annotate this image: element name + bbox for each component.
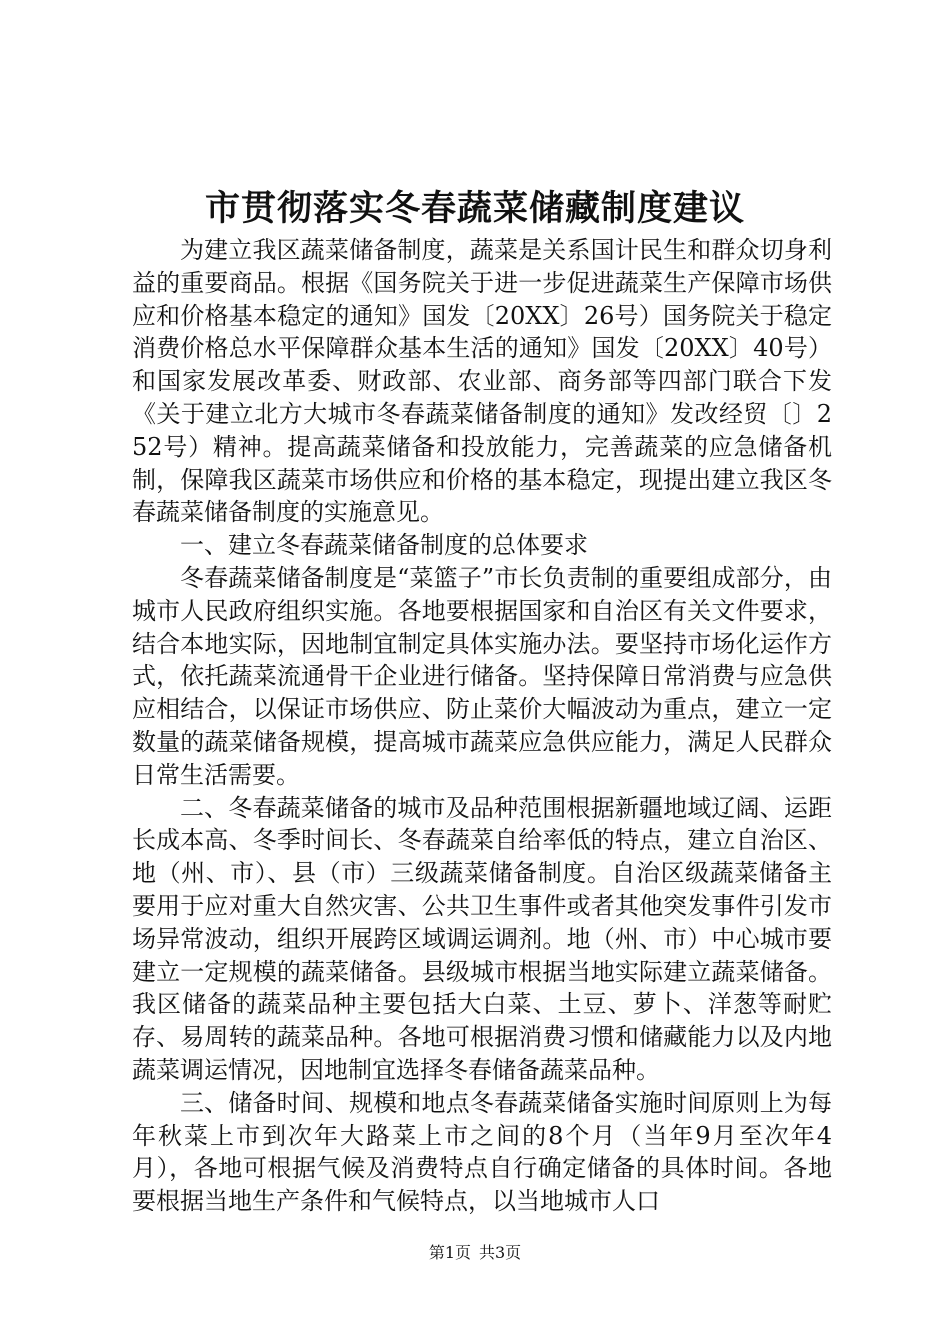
page-footer bbox=[0, 1242, 950, 1264]
document-body bbox=[132, 234, 832, 1218]
paragraph-section-3: 三、储备时间、规模和地点冬春蔬菜储备实施时间原则上为每年秋菜上市到次年大路菜上市之间的8个月（当年9月至次年4月），各地可根据气候及消费特点自行确定储备的具体时间。各地要根据当地生产条件和气候特点，以当地城市人口 bbox=[132, 1088, 832, 1216]
document-title: 市贯彻落实冬春蔬菜储藏制度建议 bbox=[204, 189, 745, 229]
page-total: 共3页 bbox=[479, 1243, 522, 1262]
page-number: 第1页 bbox=[428, 1243, 471, 1262]
section-heading-1: 一、建立冬春蔬菜储备制度的总体要求 bbox=[180, 531, 588, 560]
paragraph-intro: 为建立我区蔬菜储备制度，蔬菜是关系国计民生和群众切身利益的重要商品。根据《国务院关于进一步促进蔬菜生产保障市场供应和价格基本稳定的通知》国发〔20XX〕26号）国务院关于稳定消费价格总水平保障群众基本生活的通知》国发〔20XX〕40号）和国家发展改革委、财政部、农业部、商务部等四部门联合下发《关于建立北方大城市冬春蔬菜储备制度的通知》发改经贸〔〕252号）精神。提高蔬菜储备和投放能力，完善蔬菜的应急储备机制，保障我区蔬菜市场供应和价格的基本稳定，现提出建立我区冬春蔬菜储备制度的实施意见。 bbox=[132, 236, 832, 527]
paragraph-section-1: 冬春蔬菜储备制度是“菜篮子”市长负责制的重要组成部分，由城市人民政府组织实施。各地要根据国家和自治区有关文件要求，结合本地实际，因地制宜制定具体实施办法。要坚持市场化运作方式，依托蔬菜流通骨干企业进行储备。坚持保障日常消费与应急供应相结合，以保证市场供应、防止菜价大幅波动为重点，建立一定数量的蔬菜储备规模，提高城市蔬菜应急供应能力，满足人民群众日常生活需要。 bbox=[132, 563, 832, 789]
paragraph-section-2: 二、冬春蔬菜储备的城市及品种范围根据新疆地域辽阔、运距长成本高、冬季时间长、冬春蔬菜自给率低的特点，建立自治区、地（州、市）、县（市）三级蔬菜储备制度。自治区级蔬菜储备主要用于应对重大自然灾害、公共卫生事件或者其他突发事件引发市场异常波动，组织开展跨区域调运调剂。地（州、市）中心城市要建立一定规模的蔬菜储备。县级城市根据当地实际建立蔬菜储备。我区储备的蔬菜品种主要包括大白菜、土豆、萝卜、洋葱等耐贮存、易周转的蔬菜品种。各地可根据消费习惯和储藏能力以及内地蔬菜调运情况，因地制宜选择冬春储备蔬菜品种。 bbox=[132, 793, 832, 1084]
